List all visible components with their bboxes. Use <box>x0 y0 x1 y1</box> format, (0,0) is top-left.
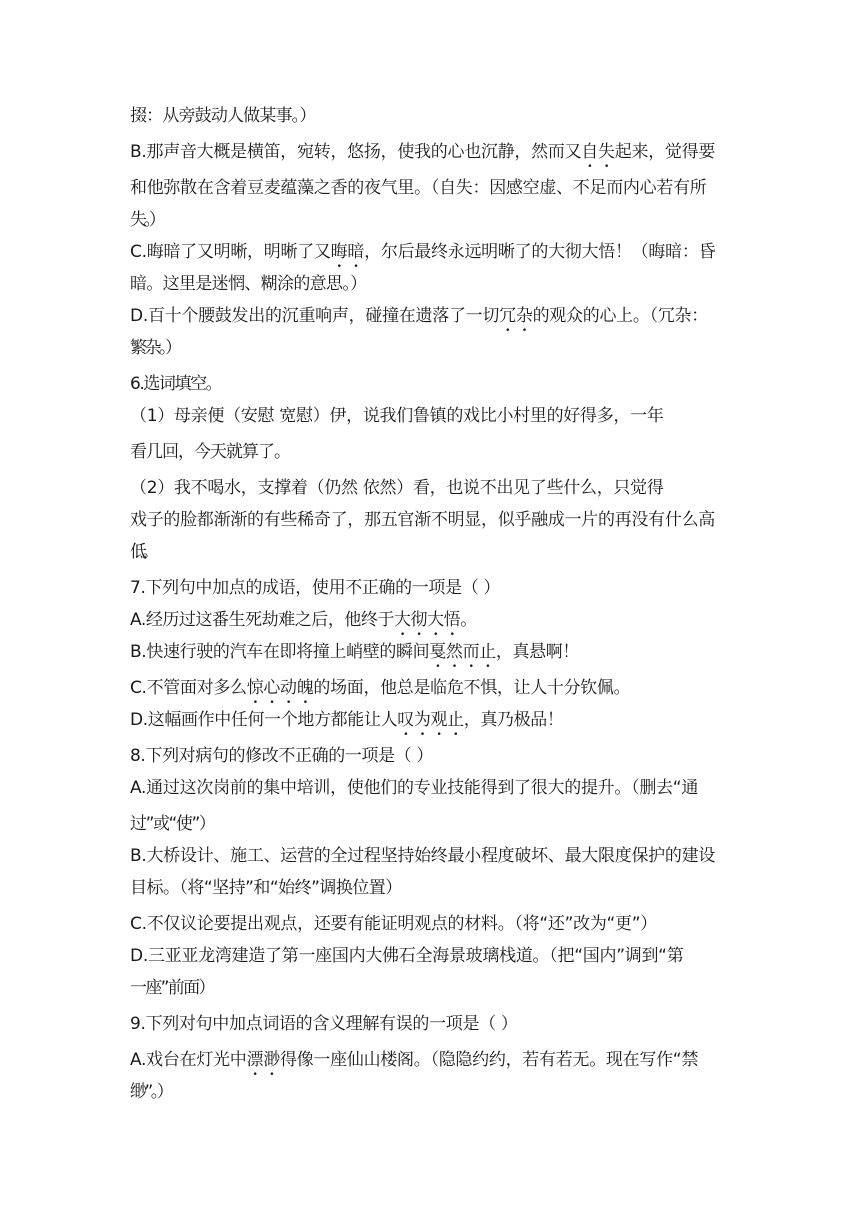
text-segment: C.不管面对多么 <box>130 678 247 698</box>
text-segment: 一座”前面） <box>130 978 214 998</box>
text-line <box>130 676 740 700</box>
text-line <box>130 640 740 664</box>
text-line <box>130 336 740 360</box>
text-segment: 掇：从旁鼓动人做某事。） <box>130 106 316 126</box>
text-line <box>130 208 740 232</box>
text-line <box>130 776 740 800</box>
text-line <box>130 812 740 836</box>
text-line <box>130 508 740 532</box>
text-line <box>130 912 740 936</box>
text-segment: 。 <box>460 610 477 630</box>
text-line <box>130 1012 740 1036</box>
text-segment: 看几回，今天就算了。 <box>130 442 290 462</box>
text-line <box>130 944 740 968</box>
emphasized-term: 冗杂 <box>499 306 533 326</box>
text-segment: C.不仅议论要提出观点，还要有能证明观点的材料。（将“还”改为“更”） <box>130 914 658 934</box>
text-segment: ，真悬啊！ <box>495 642 580 662</box>
text-segment: ，尔后最终永远明晰了的大彻大悟！（晦暗：昏 <box>364 242 716 262</box>
text-line <box>130 104 740 128</box>
text-line <box>130 844 740 868</box>
text-segment: （1）母亲便 <box>130 406 225 426</box>
text-line <box>130 744 740 768</box>
text-segment: 戏子的脸都渐渐的有些稀奇了，那五官渐不明显，似乎融成一片的再没有什么高 <box>130 510 715 530</box>
emphasized-term: 自失 <box>581 142 615 162</box>
text-segment: （安慰 宽慰）伊，说我们鲁镇的戏比小村里的好得多，一年 <box>224 406 664 426</box>
text-segment: 6.选词填空。 <box>130 374 222 394</box>
text-line <box>130 140 740 164</box>
text-segment: 的场面，他总是临危不惧，让人十分钦佩。 <box>313 678 631 698</box>
emphasized-term: 大彻大悟 <box>394 610 461 630</box>
text-segment: 低。 <box>130 542 154 562</box>
text-segment: 和他弥散在含着豆麦蕴藻之香的夜气里。（自失：因感空虚、不足而内心若有所 <box>130 178 707 198</box>
text-line <box>130 272 740 296</box>
text-line <box>130 540 740 564</box>
text-segment: 8.下列对病句的修改不正确的一项是（ ） <box>130 746 433 766</box>
text-line <box>130 608 740 632</box>
text-line <box>130 240 740 264</box>
text-segment: A.通过这次岗前的集中培训，使他们的专业技能得到了很大的提升。（删去“通 <box>130 778 699 798</box>
text-segment: A.经历过这番生死劫难之后，他终于 <box>130 610 395 630</box>
text-segment: C.晦暗了又明晰，明晰了又 <box>130 242 331 262</box>
text-segment: 的观众的心上。（冗杂： <box>532 306 709 326</box>
emphasized-term: 叹为观止 <box>397 710 464 730</box>
text-line <box>130 404 740 428</box>
text-line <box>130 1080 740 1104</box>
text-segment: （2）我不喝水，支撑着 <box>130 478 308 498</box>
text-segment: 过”或“使”） <box>130 814 215 834</box>
text-segment: 目标。（将“坚持”和“始终”调换位置） <box>130 878 402 898</box>
text-segment: ，真乃极品！ <box>463 710 564 730</box>
text-segment: B.那声音大概是横笛，宛转，悠扬，使我的心也沉静，然而又 <box>130 142 582 162</box>
text-segment: A.戏台在灯光中 <box>130 1050 247 1070</box>
text-segment: 失。） <box>130 210 163 230</box>
text-segment: B.快速行驶的汽车在即将撞上峭壁的瞬间 <box>130 642 430 662</box>
text-segment: D.这幅画作中任何一个地方都能让人 <box>130 710 398 730</box>
text-segment: D.百十个腰鼓发出的沉重响声，碰撞在遗落了一切 <box>130 306 500 326</box>
emphasized-term: 漂渺 <box>246 1050 280 1070</box>
text-segment: 暗。这里是迷惘、糊涂的意思。） <box>130 274 367 294</box>
text-segment: 繁杂。） <box>130 338 180 358</box>
text-segment: 7.下列句中加点的成语，使用不正确的一项是（ ） <box>130 578 501 598</box>
text-line <box>130 708 740 732</box>
text-line <box>130 576 740 600</box>
text-segment: （仍然 依然）看，也说不出见了些什么，只觉得 <box>307 478 664 498</box>
text-segment: 9.下列对句中加点词语的含义理解有误的一项是（ ） <box>130 1014 518 1034</box>
text-line <box>130 476 740 500</box>
text-segment: 得像一座仙山楼阁。（隐隐约约，若有若无。现在写作“禁 <box>279 1050 699 1070</box>
text-segment: B.大桥设计、施工、运营的全过程坚持始终最小程度破坏、最大限度保护的建设 <box>130 846 716 866</box>
emphasized-term: 晦暗 <box>330 242 365 262</box>
emphasized-term: 戛然而止 <box>429 642 496 662</box>
text-line <box>130 1048 740 1072</box>
text-segment: 起来，觉得要 <box>614 142 716 162</box>
text-line <box>130 372 740 396</box>
text-line <box>130 176 740 200</box>
text-line <box>130 976 740 1000</box>
text-line <box>130 304 740 328</box>
text-line <box>130 876 740 900</box>
text-segment: 缈”。） <box>130 1082 172 1102</box>
emphasized-term: 惊心动魄 <box>246 678 314 698</box>
text-line <box>130 440 740 464</box>
text-segment: D.三亚亚龙湾建造了第一座国内大佛石全海景玻璃栈道。（把“国内”调到“第 <box>130 946 684 966</box>
